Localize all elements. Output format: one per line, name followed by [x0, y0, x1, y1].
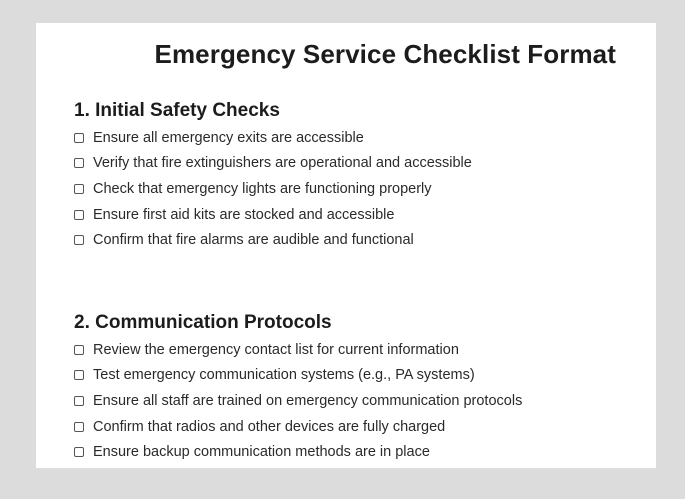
- section-heading: 1. Initial Safety Checks: [74, 100, 280, 121]
- checklist-item: [74, 125, 472, 151]
- checklist-item: [74, 414, 522, 440]
- checklist-item-label: Review the emergency contact list for current information: [93, 341, 459, 358]
- page-title: Emergency Service Checklist Format: [154, 39, 616, 69]
- checklist-item-label: Test emergency communication systems (e.g., PA systems): [93, 367, 475, 384]
- checkbox-icon[interactable]: [74, 447, 84, 457]
- section-initial-safety-checks: [74, 97, 472, 253]
- checklist-item-label: Verify that fire extinguishers are operational and accessible: [93, 155, 472, 172]
- checklist-item-label: Check that emergency lights are functioning properly: [93, 180, 432, 197]
- checkbox-icon[interactable]: [74, 210, 84, 220]
- checkbox-icon[interactable]: [74, 158, 84, 168]
- checklist-item: [74, 151, 472, 177]
- checklist-item-label: Confirm that fire alarms are audible and functional: [93, 232, 414, 249]
- checklist-item: [74, 337, 522, 363]
- checkbox-icon[interactable]: [74, 184, 84, 194]
- checklist-item-label: Ensure all staff are trained on emergency communication protocols: [93, 392, 523, 409]
- checklist-item: [74, 227, 472, 253]
- checklist: [74, 125, 472, 253]
- checklist-item-label: Confirm that radios and other devices are fully charged: [93, 418, 446, 435]
- checkbox-icon[interactable]: [74, 133, 84, 143]
- checkbox-icon[interactable]: [74, 235, 84, 245]
- checklist-item: [74, 202, 472, 228]
- checklist-item: [74, 176, 472, 202]
- checklist-item-label: Ensure all emergency exits are accessible: [93, 129, 364, 146]
- section-heading: 2. Communication Protocols: [74, 312, 332, 333]
- checkbox-icon[interactable]: [74, 396, 84, 406]
- checklist-item: [74, 439, 522, 465]
- checkbox-icon[interactable]: [74, 345, 84, 355]
- checkbox-icon[interactable]: [74, 422, 84, 432]
- checklist-item: [74, 388, 522, 414]
- checklist-page: [36, 23, 656, 468]
- checkbox-icon[interactable]: [74, 370, 84, 380]
- checklist-item-label: Ensure backup communication methods are in place: [93, 444, 430, 461]
- checklist-item-label: Ensure first aid kits are stocked and accessible: [93, 206, 395, 223]
- section-communication-protocols: [74, 309, 522, 465]
- checklist: [74, 337, 522, 465]
- checklist-item: [74, 363, 522, 389]
